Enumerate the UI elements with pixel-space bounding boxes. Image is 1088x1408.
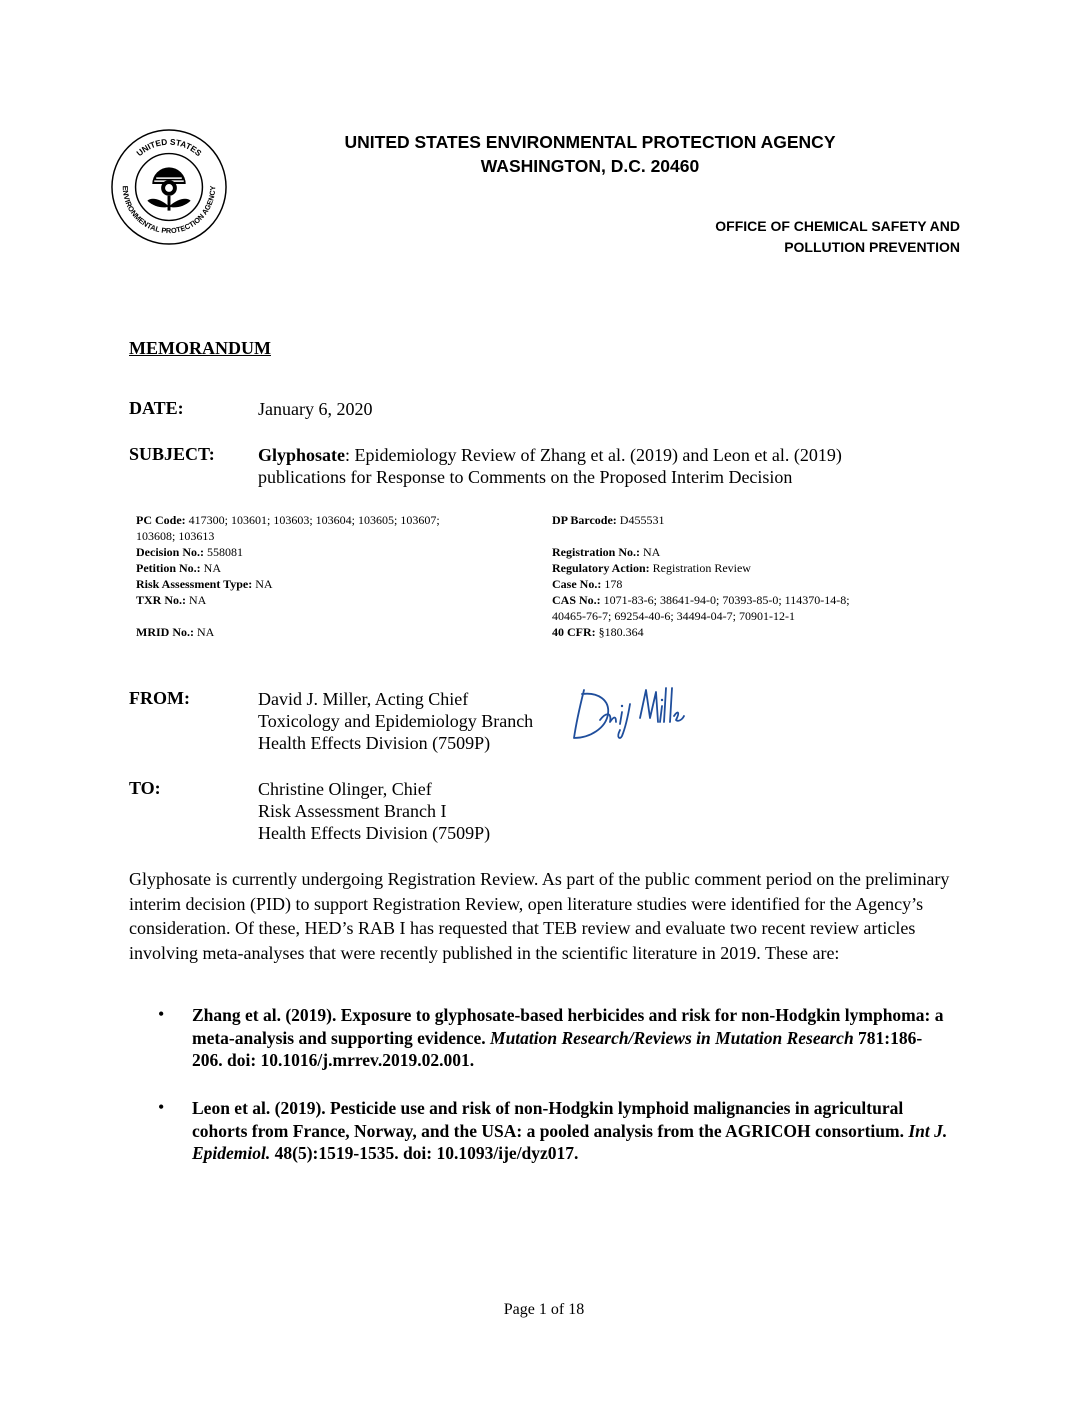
bullet-icon: • — [158, 1097, 165, 1117]
case-value: 178 — [601, 577, 623, 591]
risk-assessment-type — [136, 576, 273, 592]
regulatory-action — [552, 560, 751, 576]
to-line3: Health Effects Division (7509P) — [258, 823, 491, 843]
subject-line2: publications for Response to Comments on the Proposed Interim Decision — [258, 467, 793, 487]
cfr — [552, 624, 644, 640]
subject-line1 — [258, 444, 842, 466]
cfr-value: §180.364 — [595, 625, 644, 639]
decision-label: Decision No.: — [136, 545, 204, 559]
subject-line1-text: : Epidemiology Review of Zhang et al. (2019) and Leon et al. (2019) — [345, 445, 842, 465]
from-line1: David J. Miller, Acting Chief — [258, 689, 469, 709]
pc-code-value: 417300; 103601; 103603; 103604; 103605; 103607; — [185, 513, 440, 527]
mrid-no — [136, 624, 214, 640]
office-name-line2: POLLUTION PREVENTION — [784, 239, 960, 255]
mrid-value: NA — [194, 625, 215, 639]
case-no — [552, 576, 622, 592]
txr-no — [136, 592, 206, 608]
registration-no — [552, 544, 660, 560]
txr-value: NA — [186, 593, 207, 607]
seal-text-top: UNITED STATES — [134, 136, 204, 159]
regaction-value: Registration Review — [649, 561, 751, 575]
reference-text: Leon et al. (2019). Pesticide use and risk of non-Hodgkin lymphoid malignancies in agricultural cohorts from France, Norway, and the USA: a pooled analysis from the AGRICOH consortium. — [192, 1098, 909, 1141]
seal-text-bottom: ENVIRONMENTAL PROTECTION AGENCY — [120, 185, 218, 236]
reference-text: Zhang et al. (2019). Exposure to glyphosate-based herbicides and risk for non-Hodgkin lymphoma: a meta-analysis and supporting evidence. — [192, 1005, 944, 1048]
pc-code — [136, 512, 440, 528]
epa-seal-logo — [110, 128, 228, 246]
from-label: FROM: — [129, 688, 190, 708]
dp-value: D455531 — [616, 513, 665, 527]
risk-label: Risk Assessment Type: — [136, 577, 253, 591]
petition-label: Petition No.: — [136, 561, 201, 575]
subject-label: SUBJECT: — [129, 444, 215, 464]
bullet-icon: • — [158, 1004, 165, 1024]
registration-label: Registration No.: — [552, 545, 640, 559]
page-number: Page 1 of 18 — [503, 1301, 585, 1318]
cas-label: CAS No.: — [552, 593, 601, 607]
dp-barcode — [552, 512, 664, 528]
decision-no — [136, 544, 243, 560]
date-label: DATE: — [129, 398, 184, 418]
reference-zhang — [192, 1004, 952, 1072]
registration-value: NA — [639, 545, 661, 559]
case-label: Case No.: — [552, 577, 602, 591]
signature — [570, 682, 685, 744]
reference-citation: 48(5):1519-1535. doi: 10.1093/ije/dyz017. — [270, 1143, 579, 1163]
dp-label: DP Barcode: — [552, 513, 617, 527]
txr-label: TXR No.: — [136, 593, 186, 607]
reference-leon — [192, 1097, 952, 1165]
memo-title: MEMORANDUM — [129, 338, 271, 358]
agency-name: UNITED STATES ENVIRONMENTAL PROTECTION AGENCY — [344, 132, 836, 152]
petition-no — [136, 560, 221, 576]
reference-journal: Mutation Research/Reviews in Mutation Research — [490, 1027, 854, 1048]
to-line2: Risk Assessment Branch I — [258, 801, 447, 821]
cas-no-cont: 40465-76-7; 69254-40-6; 34494-04-7; 70901-12-1 — [552, 609, 795, 623]
date-value: January 6, 2020 — [258, 399, 373, 419]
body-paragraph: Glyphosate is currently undergoing Registration Review. As part of the public comment period on the preliminary interim decision (PID) to support Registration Review, open literature studies were identified for the Agency’s consideration. Of these, HED’s RAB I has requested that TEB review and evaluate two recent review articles involving meta-analyses that were recently published in the scientific literature in 2019. These are: — [129, 869, 950, 963]
to-label: TO: — [129, 778, 161, 798]
cfr-label: 40 CFR: — [552, 625, 596, 639]
cas-no — [552, 592, 850, 608]
agency-address: WASHINGTON, D.C. 20460 — [480, 156, 700, 176]
mrid-label: MRID No.: — [136, 625, 194, 639]
svg-text:UNITED STATES — [134, 137, 204, 159]
cas-value: 1071-83-6; 38641-94-0; 70393-85-0; 114370-14-8; — [600, 593, 850, 607]
from-line3: Health Effects Division (7509P) — [258, 733, 491, 753]
reference-citation: 781:186-206. doi: 10.1016/j.mrrev.2019.02.001. — [192, 1027, 923, 1070]
risk-value: NA — [252, 577, 273, 591]
office-name-line1: OFFICE OF CHEMICAL SAFETY AND — [715, 218, 960, 234]
decision-value: 558081 — [204, 545, 243, 559]
pc-code-label: PC Code: — [136, 513, 186, 527]
regaction-label: Regulatory Action: — [552, 561, 650, 575]
petition-value: NA — [200, 561, 221, 575]
to-line1: Christine Olinger, Chief — [258, 779, 432, 799]
from-line2: Toxicology and Epidemiology Branch — [258, 711, 534, 731]
subject-chemical: Glyphosate — [258, 445, 346, 465]
pc-code-cont: 103608; 103613 — [136, 529, 215, 543]
reference-journal: Int J. Epidemiol. — [192, 1120, 948, 1163]
